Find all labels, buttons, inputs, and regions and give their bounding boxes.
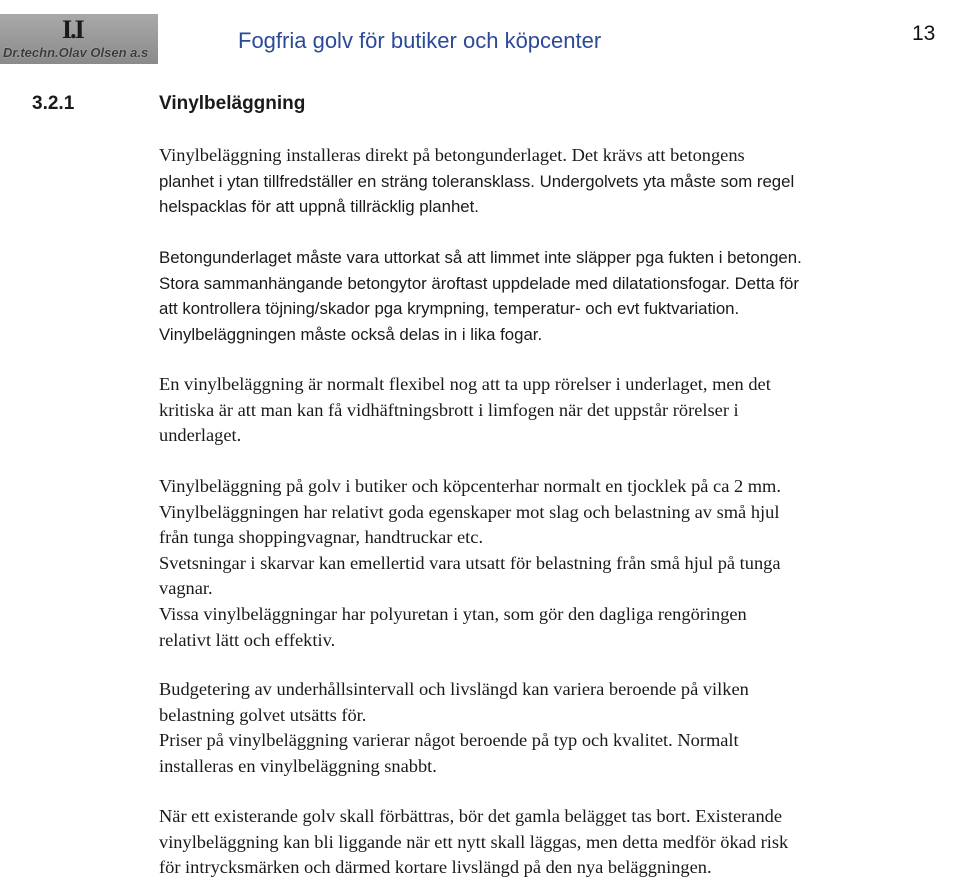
paragraph-line: Vinylbeläggning installeras direkt på betongunderlaget. Det krävs att betongens bbox=[159, 145, 745, 165]
document-header-title: Fogfria golv för butiker och köpcenter bbox=[238, 28, 602, 53]
paragraph-line: Vinylbeläggningen måste också delas in i lika fogar. bbox=[159, 324, 543, 344]
paragraph-line: Vinylbeläggningen har relativt goda egenskaper mot slag och belastning av små hjul bbox=[159, 501, 780, 522]
logo-mark-icon: I.I bbox=[62, 15, 83, 44]
paragraph-line: relativt lätt och effektiv. bbox=[159, 629, 336, 650]
paragraph-line: för intrycksmärken och därmed kortare livslängd på den nya beläggningen. bbox=[159, 857, 712, 878]
paragraph-line: Vissa vinylbeläggningar har polyuretan i ytan, som gör den dagliga rengöringen bbox=[159, 603, 747, 624]
paragraph-line: Stora sammanhängande betongytor äroftast uppdelade med dilatationsfogar. Detta för bbox=[159, 273, 799, 293]
page-number: 13 bbox=[912, 22, 936, 45]
logo-text: Dr.techn.Olav Olsen a.s bbox=[3, 45, 149, 60]
paragraph-line: Svetsningar i skarvar kan emellertid vara utsatt för belastning från små hjul på tunga bbox=[159, 552, 781, 573]
section-number: 3.2.1 bbox=[32, 93, 75, 114]
paragraph-line: att kontrollera töjning/skador pga krympning, temperatur- och evt fuktvariation. bbox=[159, 299, 740, 319]
paragraph-line: Vinylbeläggning på golv i butiker och köpcenterhar normalt en tjocklek på ca 2 mm. bbox=[159, 476, 781, 496]
paragraph-line: Priser på vinylbeläggning varierar något beroende på typ och kvalitet. Normalt bbox=[159, 730, 739, 751]
paragraph-line: vagnar. bbox=[159, 578, 213, 599]
paragraph-6 bbox=[159, 804, 939, 881]
paragraph-line: installeras en vinylbeläggning snabbt. bbox=[159, 755, 437, 776]
paragraph-2 bbox=[159, 245, 939, 347]
paragraph-5 bbox=[159, 677, 939, 779]
paragraph-line: underlaget. bbox=[159, 425, 242, 446]
section-title: Vinylbeläggning bbox=[159, 93, 306, 114]
paragraph-line: En vinylbeläggning är normalt flexibel nog att ta upp rörelser i underlaget, men det bbox=[159, 374, 771, 394]
paragraph-line: planhet i ytan tillfredställer en sträng toleransklass. Undergolvets yta måste som regel bbox=[159, 171, 795, 191]
paragraph-line: Budgetering av underhållsintervall och livslängd kan variera beroende på vilken bbox=[159, 679, 749, 699]
paragraph-line: Betongunderlaget måste vara uttorkat så att limmet inte släpper pga fukten i betongen. bbox=[159, 248, 802, 267]
paragraph-line: belastning golvet utsätts för. bbox=[159, 704, 367, 725]
paragraph-line: kritiska är att man kan få vidhäftningsbrott i limfogen när det uppstår rörelser i bbox=[159, 399, 739, 420]
paragraph-line: från tunga shoppingvagnar, handtruckar etc. bbox=[159, 527, 484, 548]
paragraph-line: vinylbeläggning kan bli liggande när ett nytt skall läggas, men detta medför ökad risk bbox=[159, 831, 789, 852]
paragraph-line: helspacklas för att uppnå tillräcklig planhet. bbox=[159, 197, 479, 217]
paragraph-1 bbox=[159, 143, 939, 220]
paragraph-3 bbox=[159, 372, 939, 449]
company-logo bbox=[0, 14, 158, 64]
paragraph-4 bbox=[159, 474, 939, 653]
paragraph-line: När ett existerande golv skall förbättras, bör det gamla belägget tas bort. Existerande bbox=[159, 806, 783, 826]
